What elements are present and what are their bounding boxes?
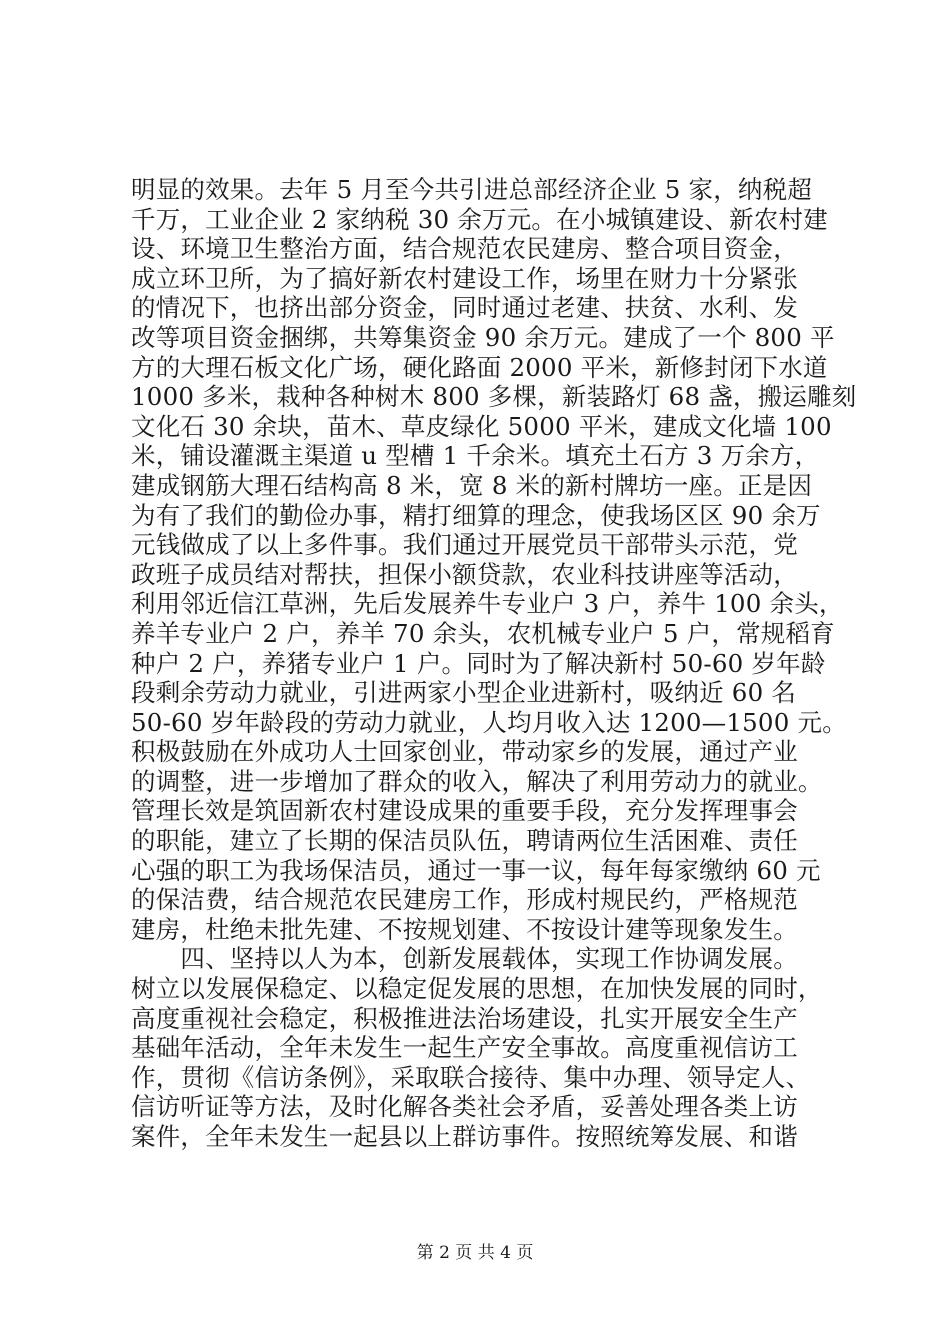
- text-line: 的职能，建立了长期的保洁员队伍，聘请两位生活困难、责任: [131, 826, 798, 856]
- text-line: 作，贯彻《信访条例》，采取联合接待、集中办理、领导定人、: [131, 1062, 811, 1092]
- text-line: 建成钢筋大理石结构高 8 米，宽 8 米的新村牌坊一座。正是因: [131, 470, 813, 500]
- text-line: 建房，杜绝未批先建、不按规划建、不按设计建等现象发生。: [131, 914, 798, 944]
- text-line: 文化石 30 余块，苗木、草皮绿化 5000 平米，建成文化墙 100: [131, 411, 832, 441]
- page-number-footer: 第 2 页 共 4 页: [416, 1243, 534, 1263]
- text-line: 改等项目资金捆绑，共筹集资金 90 余万元。建成了一个 800 平: [131, 322, 835, 352]
- text-line: 利用邻近信江草洲，先后发展养牛专业户 3 户，养牛 100 余头，: [131, 589, 844, 619]
- text-line: 50-60 岁年龄段的劳动力就业，人均月收入达 1200—1500 元。: [131, 707, 847, 737]
- text-line: 政班子成员结对帮扶，担保小额贷款，农业科技讲座等活动，: [131, 559, 798, 589]
- section-heading-line: 四、坚持以人为本，创新发展载体，实现工作协调发展。: [131, 944, 798, 974]
- text-line: 方的大理石板文化广场，硬化路面 2000 平米，新修封闭下水道: [131, 352, 828, 382]
- text-line: 高度重视社会稳定，积极推进法治场建设，扎实开展安全生产: [131, 1003, 798, 1033]
- text-line: 案件，全年未发生一起县以上群访事件。按照统筹发展、和谐: [131, 1122, 798, 1151]
- text-line: 的调整，进一步增加了群众的收入，解决了利用劳动力的就业。: [131, 766, 823, 796]
- text-line: 成立环卫所，为了搞好新农村建设工作，场里在财力十分紧张: [131, 263, 798, 293]
- text-line: 信访听证等方法，及时化解各类社会矛盾，妥善处理各类上访: [131, 1092, 798, 1122]
- text-line: 元钱做成了以上多件事。我们通过开展党员干部带头示范，党: [131, 530, 798, 560]
- text-line: 的情况下，也挤出部分资金，同时通过老建、扶贫、水利、发: [131, 293, 798, 323]
- text-line: 段剩余劳动力就业，引进两家小型企业进新村，吸纳近 60 名: [131, 678, 797, 708]
- text-line: 基础年活动，全年未发生一起生产安全事故。高度重视信访工: [131, 1033, 798, 1063]
- text-line: 千万，工业企业 2 家纳税 30 余万元。在小城镇建设、新农村建: [131, 204, 828, 234]
- text-line: 种户 2 户，养猪专业户 1 户。同时为了解决新村 50-60 岁年龄: [131, 648, 826, 678]
- text-line: 树立以发展保稳定、以稳定促发展的思想，在加快发展的同时，: [131, 974, 823, 1004]
- text-line: 的保洁费，结合规范农民建房工作，形成村规民约，严格规范: [131, 885, 798, 915]
- text-line: 管理长效是筑固新农村建设成果的重要手段，充分发挥理事会: [131, 796, 798, 826]
- text-line: 明显的效果。去年 5 月至今共引进总部经济企业 5 家，纳税超: [131, 175, 813, 204]
- text-line: 积极鼓励在外成功人士回家创业，带动家乡的发展，通过产业: [131, 737, 798, 767]
- text-line: 设、环境卫生整治方面，结合规范农民建房、整合项目资金，: [131, 234, 798, 264]
- text-line: 1000 多米，栽种各种树木 800 多棵，新装路灯 68 盏，搬运雕刻: [131, 382, 857, 412]
- text-line: 养羊专业户 2 户，养羊 70 余头，农机械专业户 5 户，常规稻育: [131, 618, 835, 648]
- text-line: 为有了我们的勤俭办事，精打细算的理念，使我场区区 90 余万: [131, 500, 821, 530]
- body-text: [131, 175, 857, 1152]
- text-line: 心强的职工为我场保洁员，通过一事一议，每年每家缴纳 60 元: [131, 855, 821, 885]
- text-line: 米，铺设灌溉主渠道 u 型槽 1 千余米。填充土石方 3 万余方，: [131, 441, 820, 471]
